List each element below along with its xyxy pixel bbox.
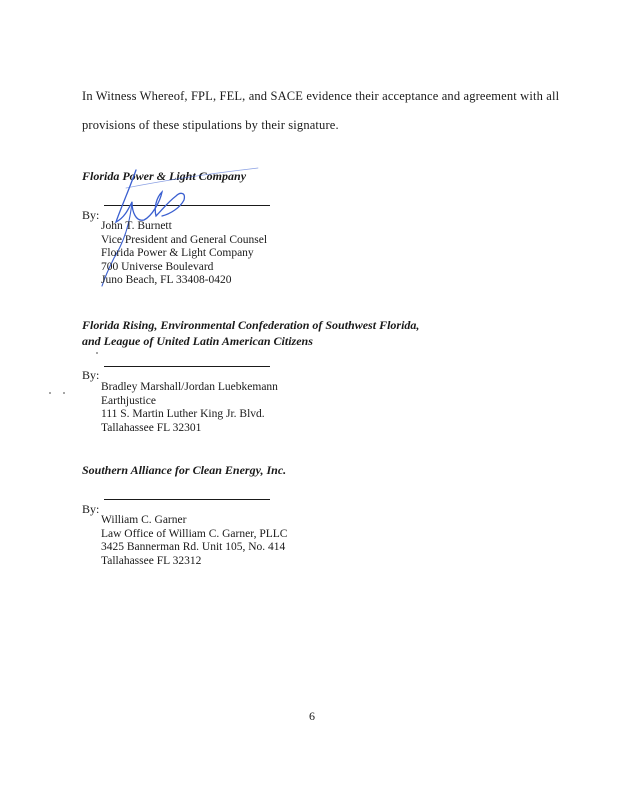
organization-name: Earthjustice	[101, 394, 156, 407]
street-address: 111 S. Martin Luther King Jr. Blvd.	[101, 408, 265, 420]
street-address: 700 Universe Boulevard	[101, 260, 214, 273]
city-state-zip: Tallahassee FL 32312	[101, 554, 202, 567]
signatory-title: Vice President and General Counsel	[101, 233, 268, 246]
organization-name: Florida Power & Light Company	[101, 247, 254, 259]
sace-address-block	[101, 514, 287, 568]
party-name-line: and League of United Latin American Citizens	[82, 334, 313, 348]
signatory-name: John T. Burnett	[101, 220, 172, 232]
florida-rising-address-block	[101, 381, 278, 435]
scan-speck	[96, 352, 98, 354]
florida-rising-by-label: By:	[82, 368, 100, 382]
scan-speck	[63, 392, 65, 394]
sace-by-label: By:	[82, 502, 100, 516]
signatory-name: Bradley Marshall/Jordan Luebkemann	[101, 381, 278, 393]
scan-speck	[49, 392, 51, 394]
sace-signature-line	[104, 499, 270, 500]
florida-rising-signature-line	[104, 366, 270, 367]
party-name-line: Southern Alliance for Clean Energy, Inc.	[82, 463, 287, 477]
signatory-name: William C. Garner	[101, 514, 187, 526]
fpl-address-block	[101, 220, 267, 288]
organization-name: Law Office of William C. Garner, PLLC	[101, 527, 288, 540]
city-state-zip: Juno Beach, FL 33408-0420	[101, 274, 232, 286]
page-number: 6	[309, 709, 315, 723]
party-name-line: Florida Power & Light Company	[82, 169, 247, 183]
city-state-zip: Tallahassee FL 32301	[101, 421, 202, 434]
witness-line-2: provisions of these stipulations by their signature.	[82, 118, 339, 132]
party-name-line: Florida Rising, Environmental Confederation of Southwest Florida,	[82, 318, 420, 332]
witness-line-1: In Witness Whereof, FPL, FEL, and SACE evidence their acceptance and agreement with all	[82, 89, 560, 103]
street-address: 3425 Bannerman Rd. Unit 105, No. 414	[101, 541, 286, 553]
party-sace-name	[82, 462, 286, 478]
party-florida-rising-name	[82, 317, 419, 349]
fpl-by-label: By:	[82, 208, 100, 222]
